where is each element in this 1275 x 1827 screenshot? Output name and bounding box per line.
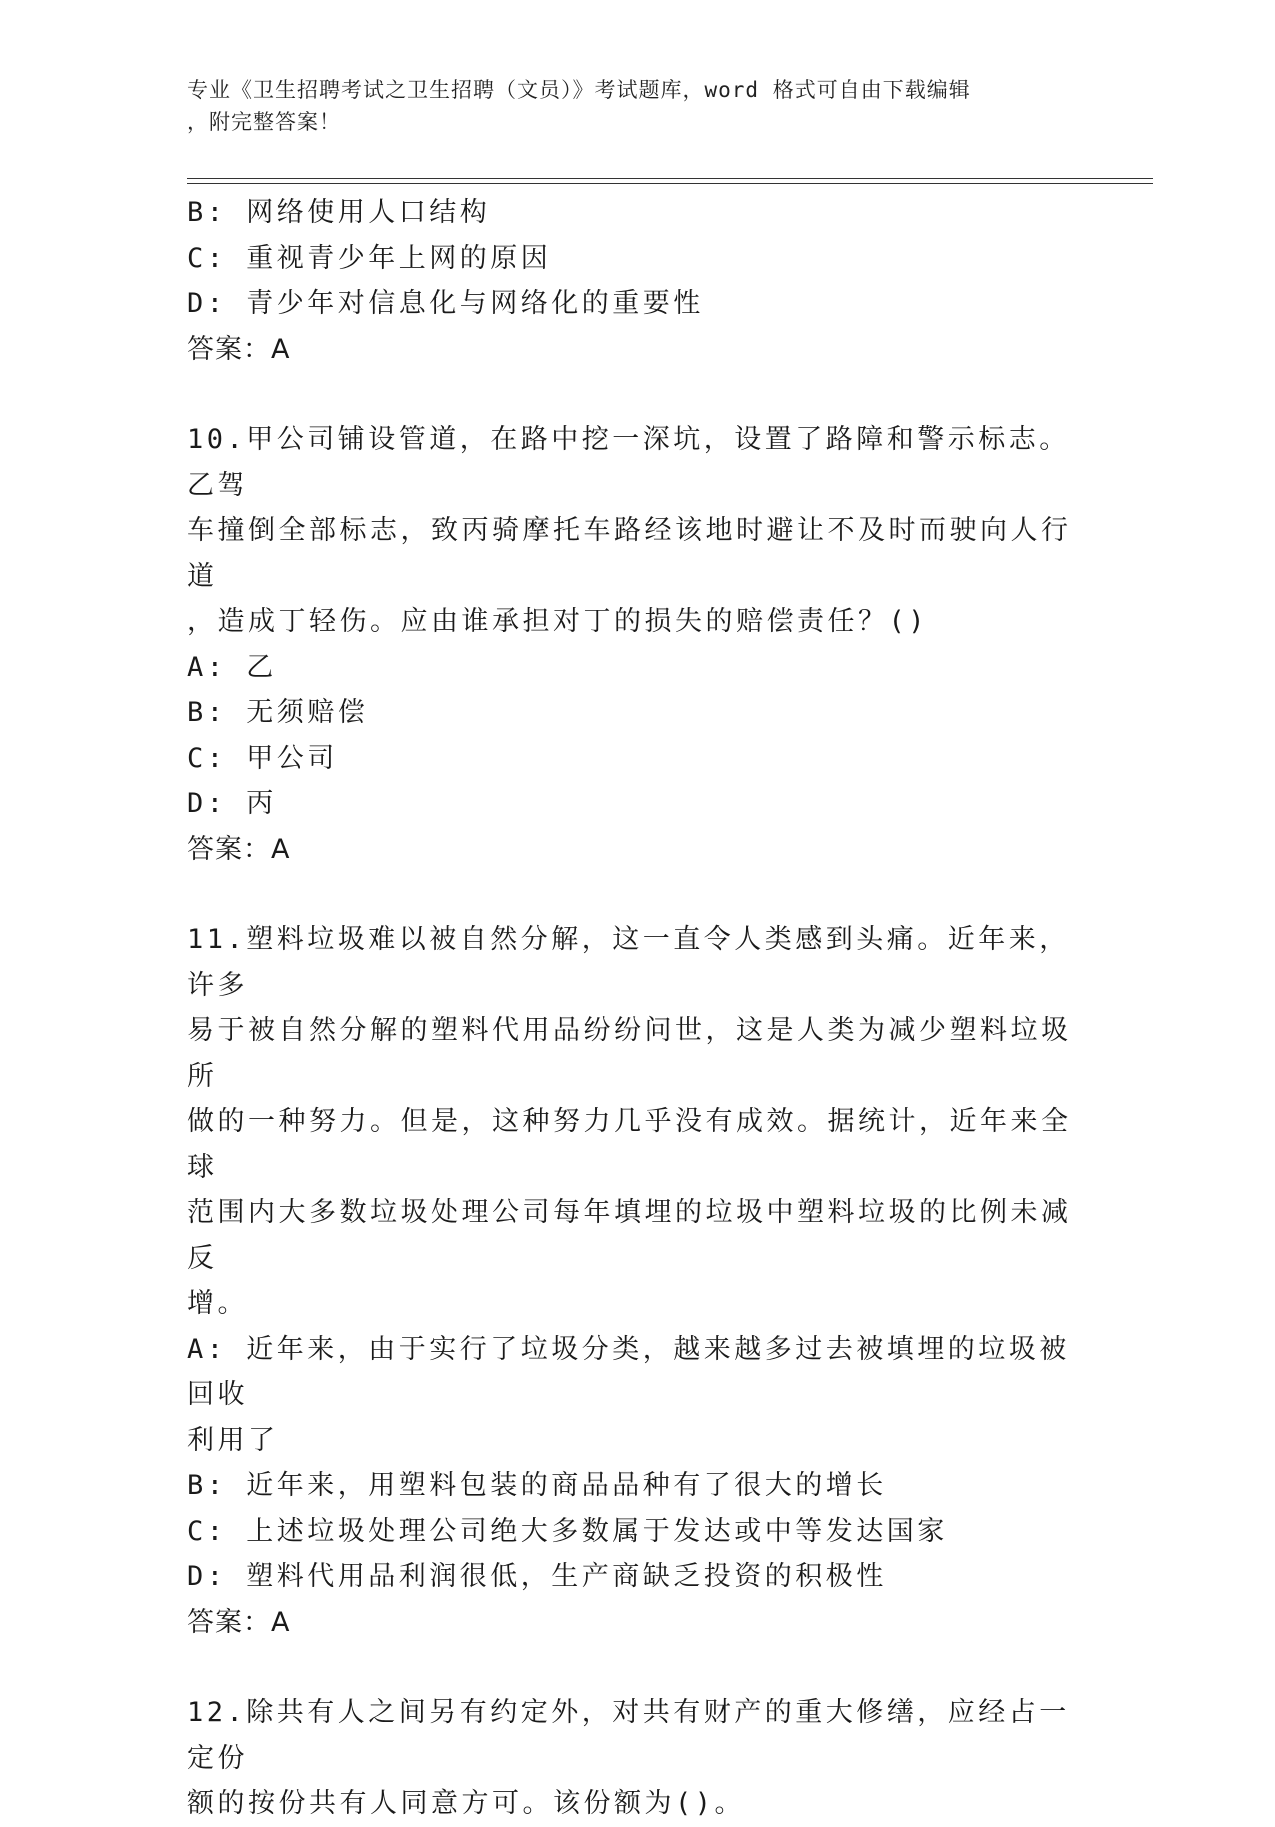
q11-option-d: D: 塑料代用品利润很低，生产商缺乏投资的积极性 [187, 1561, 887, 1592]
q11-stem-line: 11.塑料垃圾难以被自然分解，这一直令人类感到头痛。近年来，许多 [187, 924, 1070, 1001]
q9-option-b: B: 网络使用人口结构 [187, 197, 491, 228]
question-11 [187, 917, 1077, 1645]
question-10 [187, 417, 1077, 872]
header-divider-top [187, 178, 1153, 179]
q11-answer: 答案：A [187, 1606, 291, 1638]
q9-option-c: C: 重视青少年上网的原因 [187, 242, 552, 274]
header-line-1: 专业《卫生招聘考试之卫生招聘（文员）》考试题库，word 格式可自由下载编辑 [187, 78, 971, 102]
q12-stem-line: 额的按份共有人同意方可。该份额为()。 [187, 1788, 746, 1819]
q10-option-c: C: 甲公司 [187, 742, 338, 774]
q10-stem-line: 10.甲公司铺设管道，在路中挖一深坑，设置了路障和警示标志。乙驾 [187, 424, 1070, 501]
spacer [187, 872, 1077, 917]
q11-option-a-continued: 利用了 [187, 1424, 279, 1456]
header-line-2: ，附完整答案！ [187, 110, 341, 134]
document-body [187, 190, 1077, 1827]
q12-stem-line: 12.除共有人之间另有约定外，对共有财产的重大修缮，应经占一定份 [187, 1697, 1070, 1774]
q10-stem-line: ，造成丁轻伤。应由谁承担对丁的损失的赔偿责任？() [187, 606, 929, 637]
q11-stem-line: 范围内大多数垃圾处理公司每年填埋的垃圾中塑料垃圾的比例未减反 [187, 1197, 1072, 1274]
document-header [187, 74, 1067, 138]
q11-stem-line: 做的一种努力。但是，这种努力几乎没有成效。据统计，近年来全球 [187, 1106, 1072, 1183]
q9-answer: 答案：A [187, 333, 291, 365]
q9-option-d: D: 青少年对信息化与网络化的重要性 [187, 288, 704, 319]
question-9 [187, 190, 1077, 372]
q11-stem-line: 易于被自然分解的塑料代用品纷纷问世，这是人类为减少塑料垃圾所 [187, 1015, 1072, 1092]
q10-option-b: B: 无须赔偿 [187, 697, 369, 728]
q10-option-d: D: 丙 [187, 788, 277, 819]
q11-option-a: A: 近年来，由于实行了垃圾分类，越来越多过去被填埋的垃圾被回收 [187, 1333, 1070, 1410]
q11-option-b: B: 近年来，用塑料包装的商品品种有了很大的增长 [187, 1470, 887, 1501]
spacer [187, 1645, 1077, 1690]
q11-stem-line: 增。 [187, 1288, 248, 1319]
q10-option-a: A: 乙 [187, 651, 277, 683]
question-12 [187, 1690, 1077, 1827]
q11-option-c: C: 上述垃圾处理公司绝大多数属于发达或中等发达国家 [187, 1515, 948, 1547]
spacer [187, 372, 1077, 417]
q10-stem-line: 车撞倒全部标志，致丙骑摩托车路经该地时避让不及时而驶向人行道 [187, 515, 1072, 592]
q10-answer: 答案：A [187, 833, 291, 865]
header-divider-bottom [187, 183, 1153, 184]
